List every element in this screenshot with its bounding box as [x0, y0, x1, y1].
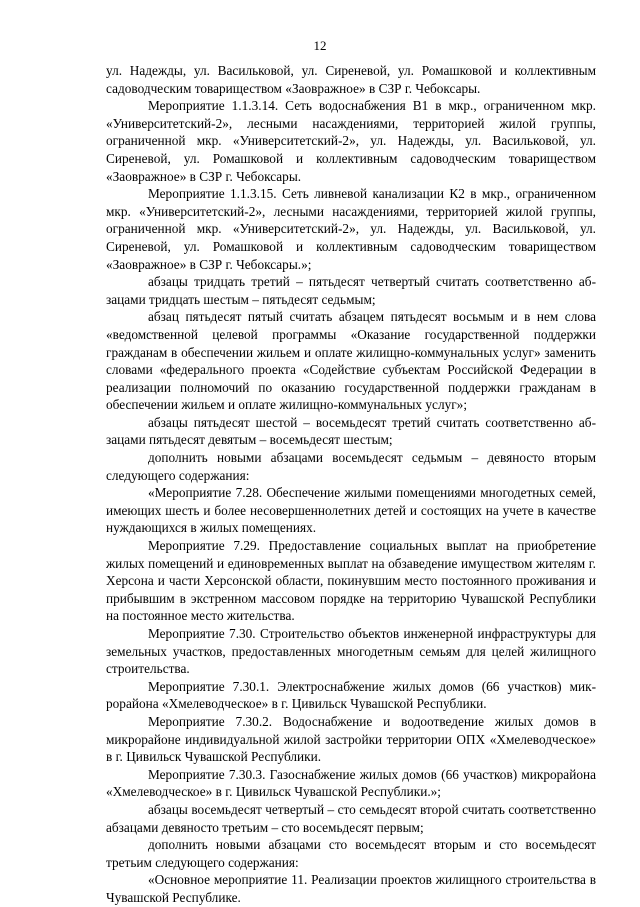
paragraph-6: абзацы пятьдесят шестой – восемьдесят третий считать соответственно абзацами пятьдесят девятым – восемьдесят шестым; [106, 414, 596, 448]
paragraph-14: абзацы восемьдесят четвертый – сто семьдесят второй считать соответственно абзацами девяносто третьим – сто восемьдесят первым; [106, 801, 596, 835]
paragraph-8: «Мероприятие 7.28. Обеспечение жилыми помещениями многодетных семей, имеющих шесть и более несовершеннолетних детей и состоящих на учете в качестве нуждающихся в жилых помещениях. [106, 485, 596, 536]
paragraph-11: Мероприятие 7.30.1. Электроснабжение жилых домов (66 участков) микрорайона «Хмелеводческое» в г. Цивильск Чувашской Республики. [106, 678, 596, 712]
paragraph-9: Мероприятие 7.29. Предоставление социальных выплат на приобретение жилых помещений и единовременных выплат на обзаведение имуществом жителям г. Херсона и части Херсонской области, покинувшим место постоянного проживания и прибывшим в экстренном массовом порядке на территорию Чувашской Республики на постоянное место жительства. [106, 538, 596, 624]
paragraph-15: дополнить новыми абзацами сто восемьдесят вторым и сто восемьдесят третьим следующего содержания: [106, 837, 596, 870]
paragraph-1: ул. Надежды, ул. Васильковой, ул. Сиреневой, ул. Ромашковой и коллективным садоводческим товариществом «Заовражное» в СЗР г. Чебоксары. [106, 63, 596, 96]
page-number: 12 [313, 38, 327, 53]
paragraph-2: Мероприятие 1.1.3.14. Сеть водоснабжения В1 в мкр., ограниченном мкр. «Университетский-2», лесными насаждениями, территорией жилой группы, ограниченной мкр. «Университетский-2», ул. Надежды, ул. Васильковой, ул. Сиреневой, ул. Ромашковой и коллективным садоводческим товариществом «Заовражное» в СЗР г. Чебоксары. [106, 98, 596, 184]
paragraph-4: абзацы тридцать третий – пятьдесят четвертый считать соответственно абзацами тридцать шестым – пятьдесят седьмым; [106, 274, 596, 307]
paragraph-10: Мероприятие 7.30. Строительство объектов инженерной инфраструктуры для земельных участков, предоставленных многодетным семьям для целей жилищного строительства. [106, 626, 596, 677]
paragraph-13: Мероприятие 7.30.3. Газоснабжение жилых домов (66 участков) микрорайона «Хмелеводческое» в г. Цивильск Чувашской Республики.»; [106, 766, 596, 800]
paragraph-7: дополнить новыми абзацами восемьдесят седьмым – девяносто вторым следующего содержания: [106, 450, 596, 483]
paragraph-3: Мероприятие 1.1.3.15. Сеть ливневой канализации К2 в мкр., ограниченном мкр. «Университетский-2», лесными насаждениями, территорией жилой группы, ограниченной мкр. «Университетский-2», ул. Надежды, ул. Васильковой, ул. Сиреневой, ул. Ромашковой и коллективным садоводческим товариществом «Заовражное» в СЗР г. Чебоксары.»; [106, 186, 596, 272]
paragraph-5: абзац пятьдесят пятый считать абзацем пятьдесят восьмым и в нем слова «ведомственной целевой программы «Оказание государственной поддержки гражданам в обеспечении жильем и оплате жилищно-коммунальных услуг» заменить словами «федерального проекта «Содействие субъектам Российской Федерации в реализации полномочий по оказанию государственной поддержки гражданам в обеспечении жильем и оплате жилищно-коммунальных услуг»; [106, 309, 596, 413]
paragraph-12: Мероприятие 7.30.2. Водоснабжение и водоотведение жилых домов в микрорайоне индивидуальной жилой застройки территории ОПХ «Хмелеводческое» в г. Цивильск Чувашской Республики. [106, 713, 596, 765]
document-body [106, 62, 596, 907]
paragraph-16: «Основное мероприятие 11. Реализации проектов жилищного строительства в Чувашской Республике. [106, 872, 596, 905]
